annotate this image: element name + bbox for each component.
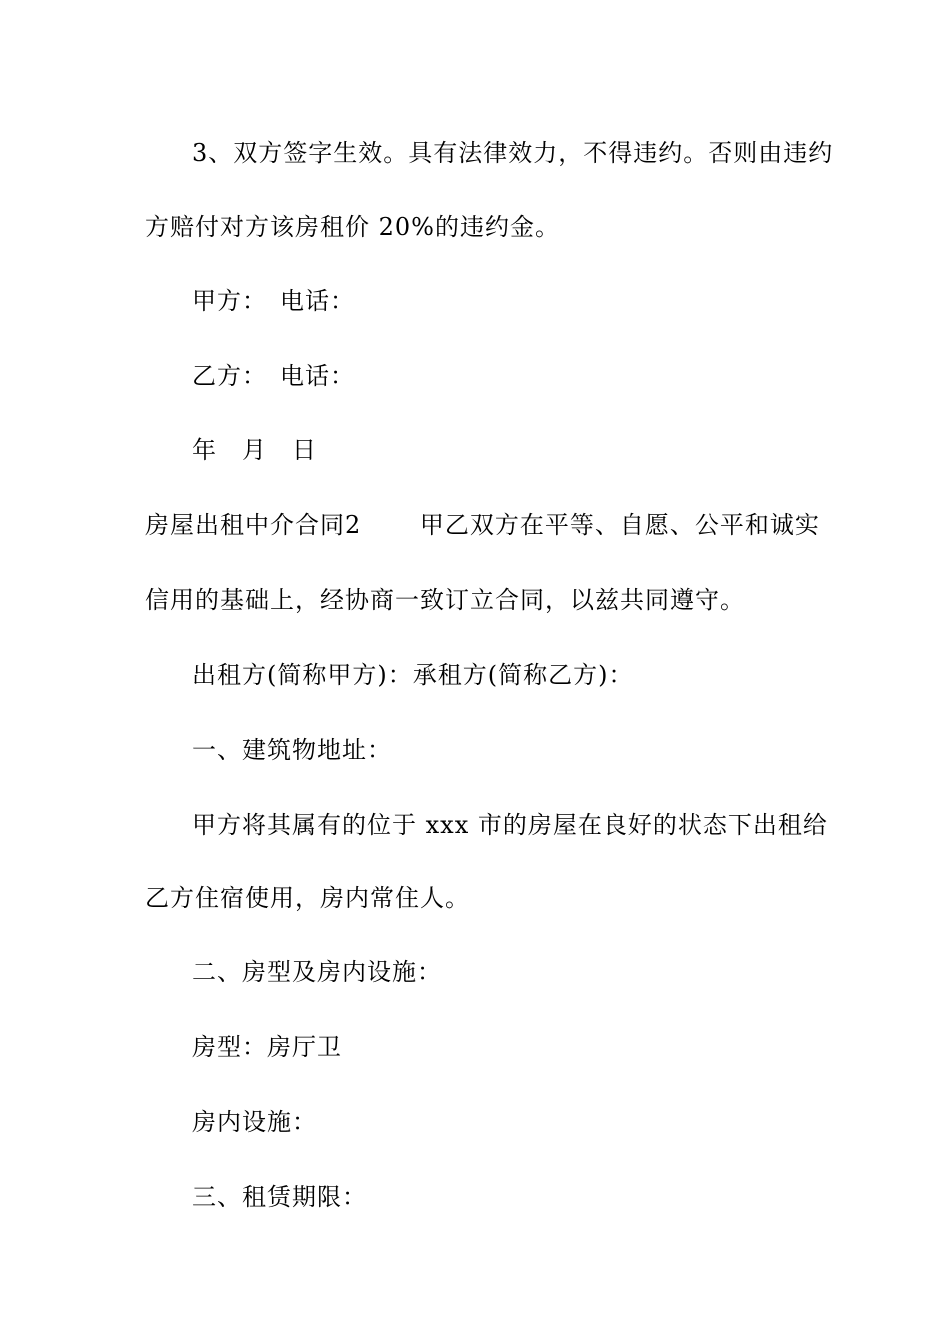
date-line: 年 月 日 [192,436,317,464]
parties-line: 出租方(简称甲方)：承租方(简称乙方)： [192,661,634,689]
clause-3-line-2: 方赔付对方该房租价 20%的违约金。 [145,213,560,241]
section-1-heading: 一、建筑物地址： [192,736,392,764]
room-type-line: 房型：房厅卫 [192,1033,342,1061]
section-1-body-line-2: 乙方住宿使用，房内常住人。 [145,884,470,912]
section-1-body-line-1: 甲方将其属有的位于 xxx 市的房屋在良好的状态下出租给 [192,811,828,839]
section-2-heading: 二、房型及房内设施： [192,958,442,986]
section-3-heading: 三、租赁期限： [192,1183,367,1211]
contract-2-intro-line-1: 房屋出租中介合同2 甲乙双方在平等、自愿、公平和诚实 [145,511,820,539]
party-a-phone-line: 甲方： 电话： [192,287,355,315]
room-facilities-line: 房内设施： [192,1108,317,1136]
clause-3-line-1: 3、双方签字生效。具有法律效力，不得违约。否则由违约 [192,139,834,167]
party-b-phone-line: 乙方： 电话： [192,362,355,390]
contract-2-intro-line-2: 信用的基础上，经协商一致订立合同，以兹共同遵守。 [145,586,745,614]
